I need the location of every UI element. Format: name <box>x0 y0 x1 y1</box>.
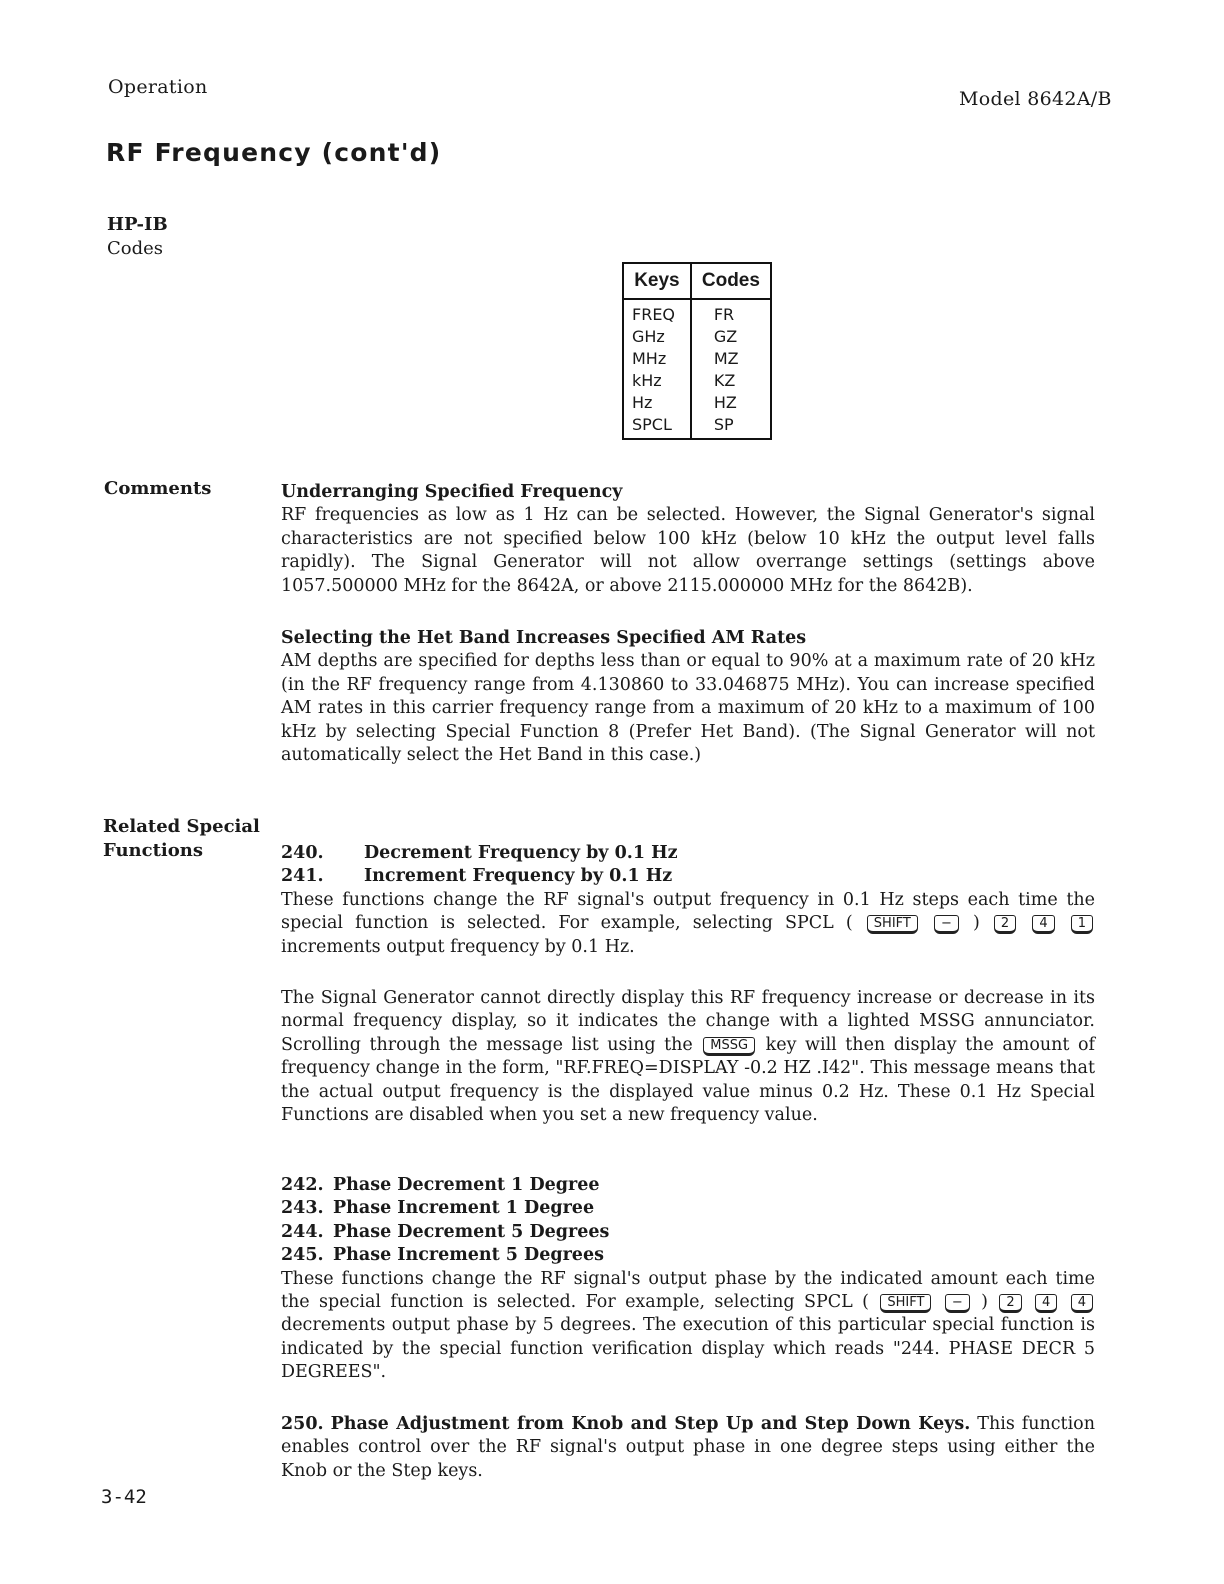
code-cell: SP <box>691 414 771 439</box>
minus-key: − <box>945 1294 970 1313</box>
phase-text-part-a: These functions change the RF signal's output phase by the indicated amount each time the special function is selected. For example, selecting SPCL ( <box>281 1268 1095 1313</box>
function-245-number: 245. <box>281 1245 324 1266</box>
function-250-number: 250. <box>281 1414 324 1434</box>
het-band-section <box>281 627 1095 767</box>
page-number: 3-42 <box>101 1486 147 1508</box>
code-cell: HZ <box>691 392 771 414</box>
function-250-section <box>281 1413 1095 1483</box>
display-paragraph <box>281 987 1095 1127</box>
function-244-title: Phase Decrement 5 Degrees <box>333 1221 610 1242</box>
function-250-text <box>281 1413 1095 1483</box>
phase-text-part-c: decrements output phase by 5 degrees. The execution of this particular special function is indicated by the special function verification display which reads "244. PHASE DECR 5 DEGREES". <box>281 1315 1095 1383</box>
function-241 <box>281 865 1095 888</box>
table-row <box>623 370 771 392</box>
key-cell: Hz <box>623 392 691 414</box>
mssg-key: MSSG <box>703 1037 755 1056</box>
related-label-line2: Functions <box>103 840 203 861</box>
function-242-number: 242. <box>281 1175 324 1195</box>
function-242 <box>281 1174 1095 1197</box>
key-cell: GHz <box>623 326 691 348</box>
shift-key: SHIFT <box>880 1294 931 1313</box>
freq-functions-section <box>281 842 1095 959</box>
freq-text-part-c: increments output frequency by 0.1 Hz. <box>281 936 635 957</box>
phase-functions-section <box>281 1174 1095 1385</box>
key-cell: kHz <box>623 370 691 392</box>
key-cell: FREQ <box>623 299 691 326</box>
freq-functions-text <box>281 889 1095 959</box>
hpib-label: HP-IB <box>107 214 168 235</box>
section-header: Operation <box>108 76 208 98</box>
key-1: 1 <box>1071 915 1093 934</box>
table-row <box>623 348 771 370</box>
codes-column-header: Codes <box>691 263 771 299</box>
function-243 <box>281 1197 1095 1220</box>
function-242-title: Phase Decrement 1 Degree <box>333 1175 600 1195</box>
key-4: 4 <box>1035 1294 1057 1313</box>
function-250-title: Phase Adjustment from Knob and Step Up and Step Down Keys. <box>330 1414 971 1434</box>
page-title: RF Frequency (cont'd) <box>106 138 442 167</box>
freq-text-part-b: ) <box>972 913 980 934</box>
phase-functions-text <box>281 1268 1095 1385</box>
display-text <box>281 987 1095 1127</box>
function-245-title: Phase Increment 5 Degrees <box>333 1245 604 1266</box>
display-text-part-b: key will then display the amount of frequency change in the form, "RF.FREQ=DISPLAY -0.2 HZ .I42". This message means that the actual output frequency is the displayed value minus 0.2 Hz. These 0.1 Hz Special Functions are disabled when you set a new frequency value. <box>281 1034 1095 1126</box>
underranging-text: RF frequencies as low as 1 Hz can be selected. However, the Signal Generator's signal characteristics are not specified below 100 kHz (below 10 kHz the output level falls rapidly). The Signal Generator will not allow overrange settings (settings above 1057.500000 MHz for the 8642A, or above 2115.000000 MHz for the 8642B). <box>281 505 1095 596</box>
minus-key: − <box>934 915 959 934</box>
function-243-number: 243. <box>281 1198 324 1219</box>
code-cell: FR <box>691 299 771 326</box>
function-244-number: 244. <box>281 1221 324 1242</box>
hpib-codes-label: Codes <box>107 238 164 259</box>
function-241-title: Increment Frequency by 0.1 Hz <box>364 866 673 887</box>
function-243-title: Phase Increment 1 Degree <box>333 1198 595 1219</box>
key-4: 4 <box>1032 915 1054 934</box>
hpib-codes-table <box>622 262 772 440</box>
table-row <box>623 392 771 414</box>
freq-text-part-a: These functions change the RF signal's output frequency in 0.1 Hz steps each time the special function is selected. For example, selecting SPCL ( <box>281 889 1095 934</box>
related-label-line1: Related Special <box>103 816 260 837</box>
het-band-text: AM depths are specified for depths less than or equal to 90% at a maximum rate of 20 kHz (in the RF frequency range from 4.130860 to 33.046875 MHz). You can increase specified AM rates in this carrier frequency range from a maximum of 20 kHz to a maximum of 100 kHz by selecting Special Function 8 (Prefer Het Band). (The Signal Generator will not automatically select the Het Band in this case.) <box>281 651 1095 766</box>
function-241-number: 241. <box>281 866 324 887</box>
underranging-heading: Underranging Specified Frequency <box>281 482 623 502</box>
key-cell: SPCL <box>623 414 691 439</box>
key-4: 4 <box>1071 1294 1093 1313</box>
code-cell: KZ <box>691 370 771 392</box>
code-cell: MZ <box>691 348 771 370</box>
het-band-heading: Selecting the Het Band Increases Specified AM Rates <box>281 628 807 648</box>
shift-key: SHIFT <box>867 915 918 934</box>
function-245 <box>281 1244 1095 1267</box>
function-240-number: 240. <box>281 843 324 863</box>
function-250-description: This function enables control over the RF signal's output phase in one degree steps using either the Knob or the Step keys. <box>281 1414 1095 1481</box>
table-row <box>623 326 771 348</box>
keys-column-header: Keys <box>623 263 691 299</box>
comments-label: Comments <box>104 478 212 499</box>
key-2: 2 <box>999 1294 1021 1313</box>
code-cell: GZ <box>691 326 771 348</box>
table-row <box>623 414 771 439</box>
table-header-row <box>623 263 771 299</box>
underranging-section <box>281 481 1095 598</box>
function-244 <box>281 1221 1095 1244</box>
model-header: Model 8642A/B <box>959 88 1112 110</box>
function-240-title: Decrement Frequency by 0.1 Hz <box>364 843 678 863</box>
key-cell: MHz <box>623 348 691 370</box>
function-240 <box>281 842 1095 865</box>
table-row <box>623 299 771 326</box>
display-text-part-a: The Signal Generator cannot directly display this RF frequency increase or decrease in its normal frequency display, so it indicates the change with a lighted MSSG annunciator. Scrolling through the message list using the <box>281 988 1095 1055</box>
phase-text-part-b: ) <box>981 1292 988 1313</box>
key-2: 2 <box>994 915 1016 934</box>
